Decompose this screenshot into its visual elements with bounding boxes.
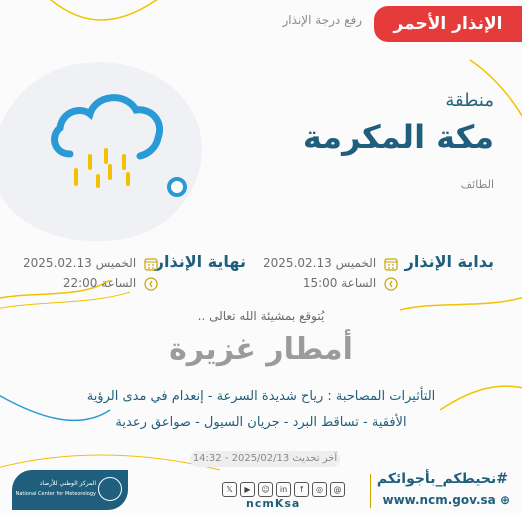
- website-url[interactable]: www.ncm.gov.sa: [382, 493, 496, 507]
- clock-icon: [144, 277, 158, 291]
- effects-line-1: التأثيرات المصاحبة : رياح شديدة السرعة - إنعدام في مدى الرؤية: [86, 389, 436, 404]
- start-time-row: [303, 276, 398, 291]
- cloud-rain-icon: [48, 88, 168, 198]
- start-time: الساعة 15:00: [302, 276, 377, 290]
- snapchat-icon[interactable]: ☺: [258, 482, 273, 497]
- globe-icon: ⊕: [499, 493, 510, 507]
- start-date-row: [263, 256, 398, 271]
- alert-level-badge: الإنذار الأحمر: [374, 6, 522, 42]
- youtube-icon[interactable]: ▶: [240, 482, 255, 497]
- start-date: الخميس 2025.02.13: [263, 256, 377, 270]
- forecast-intro: يُتوقع بمشيئة الله تعالى ..: [197, 309, 325, 323]
- ncm-logo: [12, 470, 128, 510]
- clock-icon: [384, 277, 398, 291]
- website-link[interactable]: [383, 493, 511, 507]
- logo-text-ar: المركز الوطني للأرصاد: [39, 480, 96, 487]
- start-title: بداية الإنذار: [404, 252, 494, 271]
- effects-line-2: الأفقية - تساقط البرد - جريان السيول - صواعق رعدية: [115, 415, 407, 430]
- forecast-effects: [0, 384, 522, 436]
- calendar-icon: [144, 257, 158, 271]
- end-time-row: [63, 276, 158, 291]
- social-handle[interactable]: ncmKsa: [246, 497, 301, 510]
- end-time: الساعة 22:00: [62, 276, 137, 290]
- x-icon[interactable]: 𝕏: [222, 482, 237, 497]
- linkedin-icon[interactable]: in: [276, 482, 291, 497]
- facebook-icon[interactable]: f: [294, 482, 309, 497]
- end-date-row: [23, 256, 158, 271]
- region-name: مكة المكرمة: [302, 118, 494, 156]
- end-title: نهاية الإنذار: [154, 252, 246, 271]
- forecast-event: أمطار غزيرة: [169, 332, 353, 367]
- hashtag: #نحيطكم_بأجوائكم: [376, 471, 508, 487]
- instagram-icon[interactable]: ◎: [312, 482, 327, 497]
- emblem-icon: [98, 477, 122, 501]
- calendar-icon: [384, 257, 398, 271]
- logo-text-en: National Center for Meteorology: [15, 491, 96, 497]
- end-date: الخميس 2025.02.13: [23, 256, 137, 270]
- footer-divider: [370, 474, 371, 508]
- ring-decoration: [164, 174, 190, 200]
- last-update-badge: آخر تحديث 2025/02/13 - 14:32: [190, 451, 340, 467]
- social-links: [222, 477, 348, 497]
- region-label: منطقة: [445, 90, 494, 111]
- city-name: الطائف: [460, 178, 494, 191]
- threads-icon[interactable]: @: [330, 482, 345, 497]
- alert-raise-label: رفع درجة الإنذار: [282, 13, 362, 27]
